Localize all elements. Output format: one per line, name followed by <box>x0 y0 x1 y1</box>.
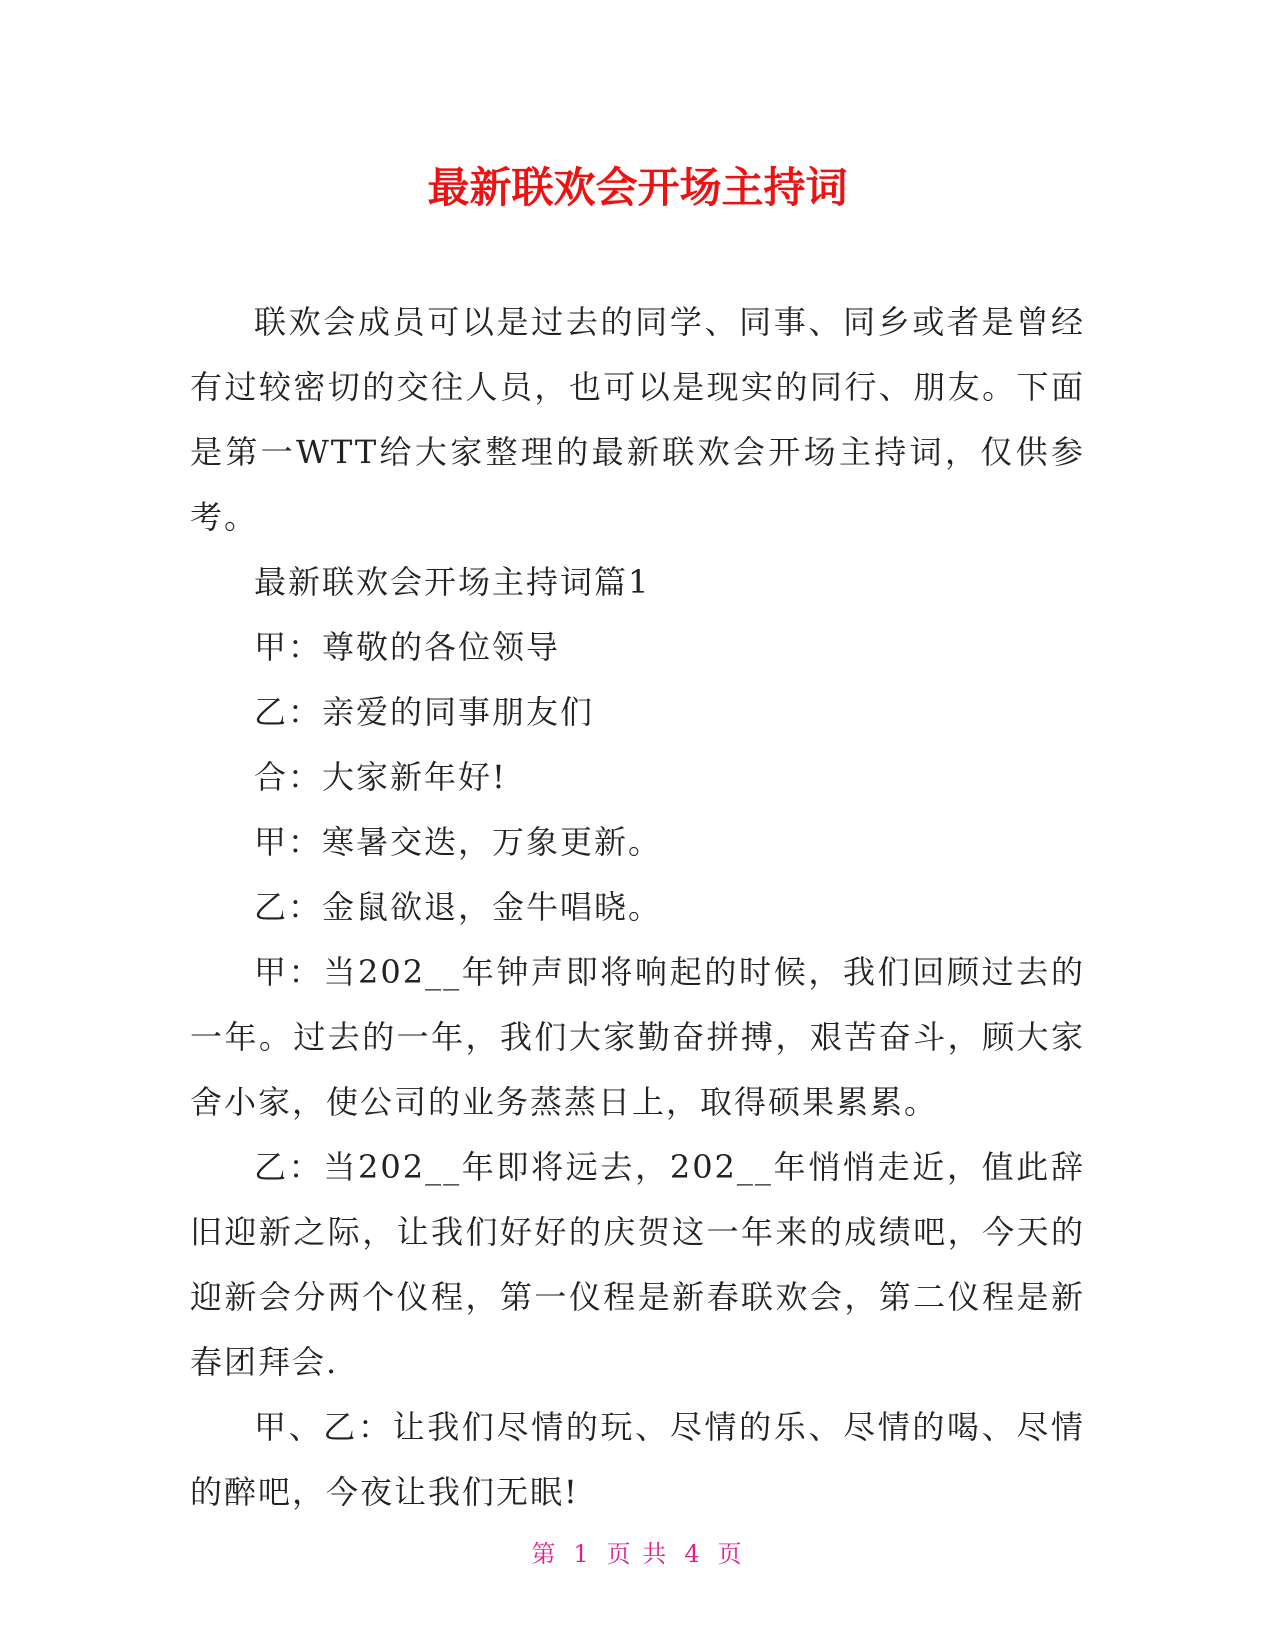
paragraph-intro: 联欢会成员可以是过去的同学、同事、同乡或者是曾经有过较密切的交往人员，也可以是现实的同行、朋友。下面是第一WTT给大家整理的最新联欢会开场主持词，仅供参考。 <box>190 303 1085 536</box>
paragraph-line: 合：大家新年好! <box>254 758 507 796</box>
page-footer <box>0 1538 1275 1570</box>
paragraph-line: 甲：尊敬的各位领导 <box>254 628 561 666</box>
paragraph-line: 甲：寒暑交迭，万象更新。 <box>254 823 663 861</box>
paragraph-line: 乙：当202__年即将远去，202__年悄悄走近，值此辞旧迎新之际，让我们好好的庆贺这一年来的成绩吧，今天的迎新会分两个仪程，第一仪程是新春联欢会，第二仪程是新春团拜会. <box>190 1148 1085 1381</box>
document-title: 最新联欢会开场主持词 <box>427 163 848 212</box>
document-body <box>190 290 1085 1525</box>
paragraph-line: 甲、乙：让我们尽情的玩、尽情的乐、尽情的喝、尽情的醉吧，今夜让我们无眠! <box>190 1408 1085 1511</box>
footer-total-pages: 4 <box>684 1540 702 1568</box>
paragraph-line: 乙：金鼠欲退，金牛唱晓。 <box>254 888 663 926</box>
paragraph-section-heading: 最新联欢会开场主持词篇1 <box>254 563 651 601</box>
footer-page-prefix: 第 <box>531 1540 558 1568</box>
paragraph-line: 乙：亲爱的同事朋友们 <box>254 693 595 731</box>
footer-page-mid: 页 共 <box>606 1540 669 1568</box>
footer-page-suffix: 页 <box>717 1540 744 1568</box>
paragraph-line: 甲：当202__年钟声即将响起的时候，我们回顾过去的一年。过去的一年，我们大家勤奋拼搏，艰苦奋斗，顾大家舍小家，使公司的业务蒸蒸日上，取得硕果累累。 <box>190 953 1085 1121</box>
footer-page-number: 1 <box>573 1540 591 1568</box>
